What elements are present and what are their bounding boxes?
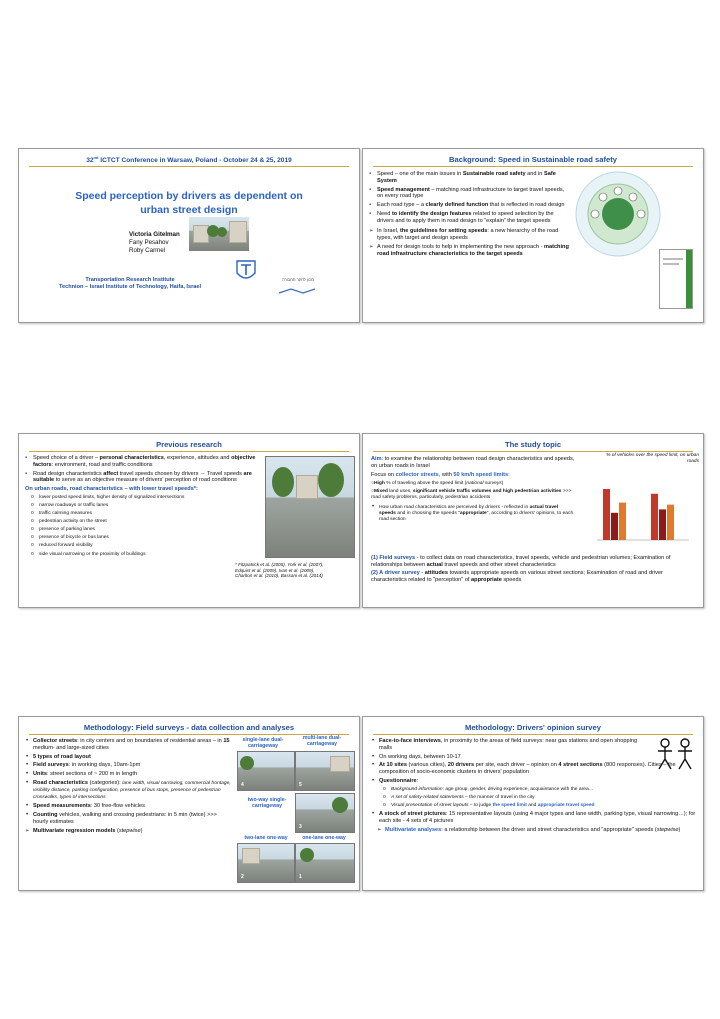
road-photo-4: 4 [237,751,295,791]
chart-bar [651,494,658,540]
conference-line: 32nd ICTCT Conference in Warsaw, Poland - October 24 & 25, 2019 [86,155,292,165]
list-item: • Questionnaire: [371,778,697,785]
list-item: • How urban road characteristics are perceived by drivers - reflected in actual travel speeds and in choosing the speeds "appropriate", according to drivers' opinions, to each road section [371,505,576,523]
bullet-list [369,171,569,260]
slide-title: Methodology: Drivers' opinion survey [465,723,601,732]
speeding-chart [593,466,693,546]
tri-logo: מכון לחקר תחבורה [277,277,319,300]
label-one-lane-one-way: one-lane one-way [302,835,346,841]
list-item: o narrow roadways or traffic lanes [31,503,261,509]
slide-title [18,148,360,323]
author-2: Fany Pesahov [129,239,169,246]
list-item: • On working days, between 10-17 [371,754,697,761]
list-item: o Visual presentation of street layouts – to judge the speed limit and appropriate travel speed [383,803,697,809]
label-multi-lane-dual: multi-lane dual-carriageway [302,735,342,747]
field-surveys-text: (1) Field surveys - to collect data on road characteristics, travel speeds, vehicle and pedestrian volumes; Examination of relationships between actual travel speeds and other street characteristics [371,555,671,568]
list-item: o lower posted speed limits, higher density of signalized intersections [31,495,261,501]
slide-field-surveys [18,716,360,891]
list-item: o traffic calming measures [31,511,261,517]
authors [129,231,180,255]
chart-caption: % of vehicles over the speed limit, on urban roads [606,453,699,464]
list-item: • Units: street sections of ~ 200 m in length [25,771,231,778]
list-item: ▪ Road design characteristics affect travel speeds chosen by drivers ⇔ Travel speeds are suitable to serve as an objective measure of drivers' perception of road conditions [25,471,261,484]
focus-text: Focus on collector streets, with 50 km/h speed limits: [371,472,510,479]
list-item: ▪ Speed management – matching road infrastructure to target travel speeds, on every road type [369,187,569,200]
list-item: • Collector streets: in city centers and on boundaries of residential areas – in 15 medium- and large-sized cities [25,738,231,751]
chart-bar [603,489,610,540]
slide-background [362,148,704,323]
author-3: Roby Carmel [129,247,166,254]
section-heading: On urban roads, road characteristics – with lower travel speeds*: [25,486,198,493]
list-item: ▪ Speed choice of a driver – personal characteristics, experience, attitudes and objective factors: environment, road and traffic conditions [25,455,261,468]
aim-text: Aim: to examine the relationship between road design characteristics and speeds, on urban roads in Israel [371,456,575,469]
slide-previous-research [18,433,360,608]
list-item: o reduced forward visibility [31,543,261,549]
list-item: ▪ Each road type – a clearly defined function that is reflected in road design [369,202,569,209]
slide-drivers-survey [362,716,704,891]
chart-bar [667,505,674,540]
list-item: ▪ Need to identify the design features related to speed selection by the drivers and to apply them in road design to “explain” the target speeds [369,211,569,224]
list-item: o presence of bicycle or bus lanes [31,535,261,541]
list-item: ➢ Multivariate analyses: a relationship between the driver and street characteristics and "appropriate" speeds (stepwise) [377,827,697,834]
list-item: ➢ Multivariate regression models (stepwise) [25,828,231,835]
list-item: o A set of safety-related statements – the manner of travel in the city [383,795,697,801]
slide-title: Methodology: Field surveys - data collection and analyses [83,723,295,732]
list-item: o presence of parking lanes [31,527,261,533]
title-rule [29,166,349,167]
slide-study-topic: The study topic Aim: to examine the relationship between road design characteristics and speeds, on urban roads in Israel Focus on collector streets, with 50 km/h speed limits: ○High % of traveling above the speed limit (national surveys) ○Mixed land uses, significant vehicle traffic volumes and high pedestrian activities >>> road safety problems, particularly, pedestrian accidents • How urban road characteristics are perceived by drivers - reflected in actual travel speeds and in choosing the speeds "appropriate", according to drivers' opinions, to each road section (1) Field surveys - to collect data on road characteristics, travel speeds, vehicle and pedestrian volumes; Examination of relationships between actual travel speeds and other street characteristics (2) A driver survey - attitudes towards appropriate speeds on various street sections; Examination of road and driver characteristics related to "perception" of appropriate speeds % of vehicles over the speed limit, on urban roads [362,433,704,608]
list-item: • A stock of street pictures: 15 representative layouts (using 4 major types and lane width, parking type, visual narrowing…); for each site - 4 sets of 4 pictures [371,811,697,824]
guidelines-document [659,249,693,309]
list-item: • Field surveys: in working days, 10am-1pm [25,762,231,769]
list-item: o pedestrian activity on the street [31,519,261,525]
road-photo-5: 5 [295,751,355,791]
label-two-way-single: two-way single-carriageway [247,797,287,809]
label-two-lane-one-way: two-lane one-way [244,835,288,841]
slide-title: Previous research [156,440,222,449]
list-item: ➢ In Israel, the guidelines for setting speeds: a new hierarchy of the road types, with target and design speeds [369,228,569,241]
list-item: • At 10 sites (various cities), 20 drivers per site, each driver – opinion on 4 street sections (800 responses). Cities – the composition of socio-economic clusters in drivers' population [371,762,697,775]
references: * Fitzpatrick et al. (2005), York et al. (2007), Edquist et al. (2009), Ivan et al. (2009), Charlton et al. (2010), Bassani et al. (2014) [235,562,324,579]
street-photo [265,456,355,558]
slide-title: The study topic [504,440,562,449]
technion-logo [235,259,257,283]
institute: Transportation Research Institute Technion – Israel Institute of Technology, Haifa, Israel [59,277,202,290]
list-item: • Road characteristics (categories): lane width, visual narrowing, commercial frontage, visibility distance, parking configuration, presence of bus stops, presence of pedestrian crosswalks, types of intersections [25,780,231,801]
slide-title: Background: Speed in Sustainable road safety [449,155,617,164]
list-item: o Background information: age group, gender, driving experience, acquaintance with the area… [383,787,697,793]
street-photo [189,217,249,251]
list-item: ▪ Speed – one of the main issues in Sustainable road safety and in Safe System [369,171,569,184]
road-photo-1: 1 [295,843,355,883]
chart-bar [619,503,626,540]
list-item: ➢ A need for design tools to help in implementing the new approach - matching road infrastructure characteristics to the target speeds [369,244,569,257]
road-photo-2: 2 [237,843,295,883]
list-item: • 5 types of road layout [25,754,231,761]
list-item: • Counting vehicles, walking and crossing pedestrians: in 5 min (twice) >>> hourly estimates [25,812,231,825]
road-photo-3: 3 [295,793,355,833]
label-single-lane-dual: single-lane dual-carriageway [242,737,284,749]
driver-survey-text: (2) A driver survey - attitudes towards appropriate speeds on various street sections; Examination of road and driver characteristics related to "perception" of appropriate speeds [371,570,663,584]
list-item: • Speed measurements: 30 free-flow vehicles [25,803,231,810]
author-1: Victoria Gitelman [129,231,180,238]
list-item: o side visual narrowing or the proximity of buildings [31,552,261,558]
chart-bar [659,509,666,540]
list-item: • Face-to-face interviews, in proximity to the areas of field surveys: near gas stations and open shopping malls [371,738,649,751]
chart-bar [611,513,618,540]
presentation-title: Speed perception by drivers as dependent on urban street design [75,190,303,216]
sustainable-safety-diagram [573,169,663,259]
